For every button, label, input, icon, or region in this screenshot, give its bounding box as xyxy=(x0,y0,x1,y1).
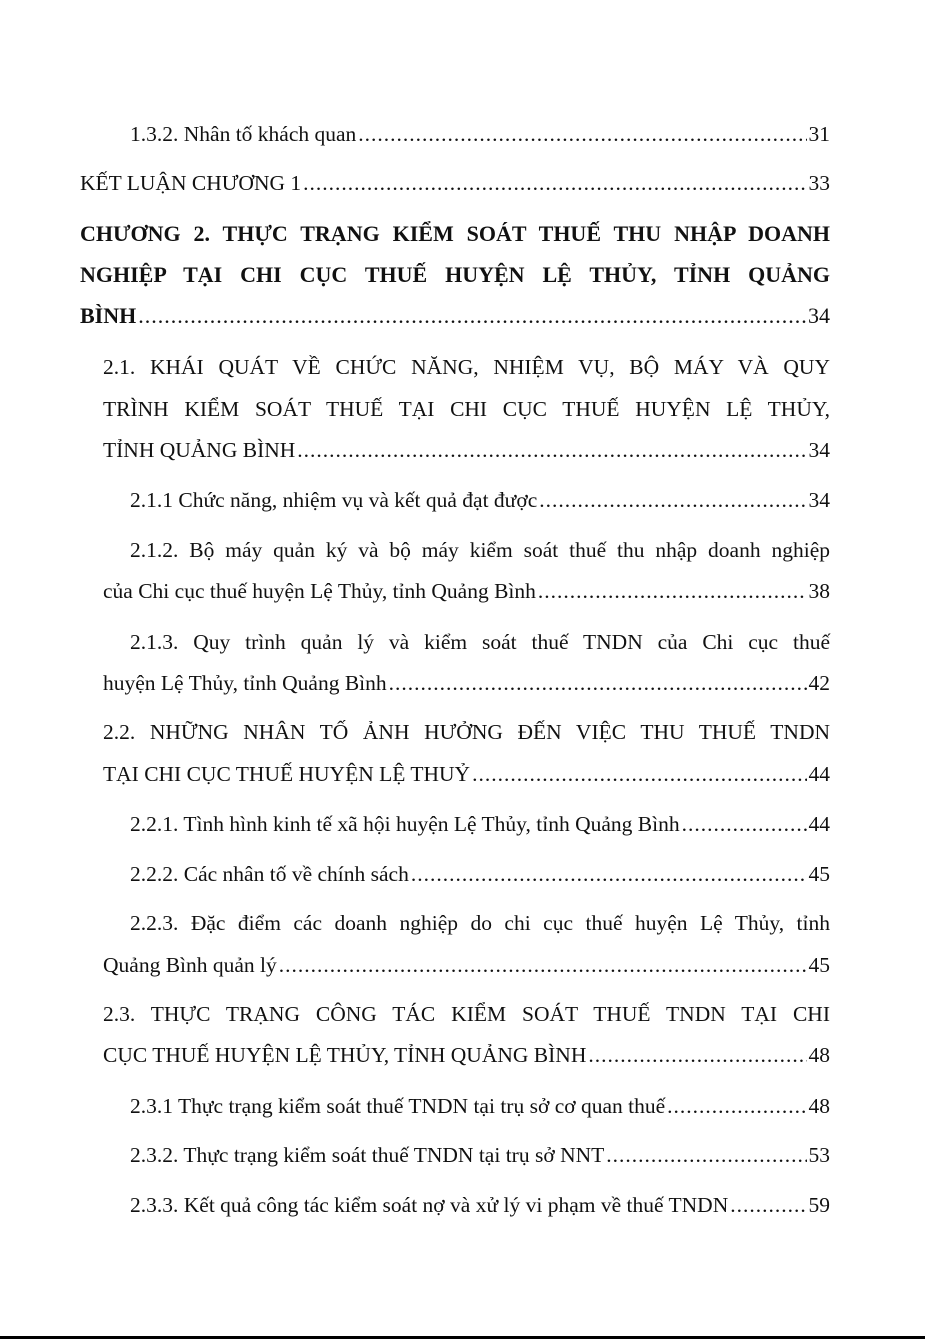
toc-entry[interactable] xyxy=(103,437,830,463)
toc-leader-dots xyxy=(588,1042,806,1068)
toc-subsection-line: 2.1.3. Quy trình quản lý và kiểm soát thuế TNDN của Chi cục thuế xyxy=(130,630,830,654)
toc-entry[interactable] xyxy=(130,121,830,147)
toc-page-number: 38 xyxy=(808,579,830,603)
toc-entry-title: 2.2.1. Tình hình kinh tế xã hội huyện Lệ Thủy, tỉnh Quảng Bình xyxy=(130,812,680,836)
toc-section-line: 2.1. KHÁI QUÁT VỀ CHỨC NĂNG, NHIỆM VỤ, BỘ MÁY VÀ QUY xyxy=(103,355,830,379)
toc-page-number: 48 xyxy=(808,1094,830,1118)
toc-leader-dots xyxy=(539,487,806,513)
toc-leader-dots xyxy=(297,437,806,463)
toc-leader-dots xyxy=(411,861,807,887)
page-bottom-edge xyxy=(0,1336,925,1339)
toc-page-number: 44 xyxy=(808,812,830,836)
toc-page-number: 33 xyxy=(808,171,830,195)
toc-subsection-line: 2.2.3. Đặc điểm các doanh nghiệp do chi cục thuế huyện Lệ Thủy, tỉnh xyxy=(130,911,830,935)
toc-entry[interactable] xyxy=(80,303,830,329)
toc-page-number: 34 xyxy=(808,303,830,328)
toc-entry[interactable] xyxy=(130,1093,830,1119)
toc-entry-title: 2.1.1 Chức năng, nhiệm vụ và kết quả đạt được xyxy=(130,488,538,512)
toc-page-number: 59 xyxy=(808,1193,830,1217)
toc-entry[interactable] xyxy=(130,1142,830,1168)
toc-entry[interactable] xyxy=(103,670,830,696)
toc-leader-dots xyxy=(389,670,807,696)
toc-leader-dots xyxy=(358,121,806,147)
toc-page-number: 34 xyxy=(808,438,830,462)
toc-page-number: 42 xyxy=(808,671,830,695)
toc-section-line: 2.2. NHỮNG NHÂN TỐ ẢNH HƯỞNG ĐẾN VIỆC THU THUẾ TNDN xyxy=(103,720,830,744)
toc-page-number: 44 xyxy=(808,762,830,786)
toc-leader-dots xyxy=(538,578,807,604)
toc-entry[interactable] xyxy=(103,1042,830,1068)
toc-entry-title: Quảng Bình quản lý xyxy=(103,953,277,977)
toc-page-number: 45 xyxy=(808,953,830,977)
toc-entry-title: TẠI CHI CỤC THUẾ HUYỆN LỆ THUỶ xyxy=(103,762,471,786)
toc-page-number: 45 xyxy=(808,862,830,886)
toc-entry[interactable] xyxy=(103,578,830,604)
toc-page-number: 31 xyxy=(808,122,830,146)
toc-page-number: 34 xyxy=(808,488,830,512)
toc-entry[interactable] xyxy=(130,861,830,887)
toc-entry-title: 2.3.1 Thực trạng kiểm soát thuế TNDN tại trụ sở cơ quan thuế xyxy=(130,1094,666,1118)
toc-entry[interactable] xyxy=(103,761,830,787)
toc-leader-dots xyxy=(667,1093,806,1119)
toc-leader-dots xyxy=(279,952,807,978)
toc-entry-title: CỤC THUẾ HUYỆN LỆ THỦY, TỈNH QUẢNG BÌNH xyxy=(103,1043,587,1067)
toc-entry-title: huyện Lệ Thủy, tỉnh Quảng Bình xyxy=(103,671,387,695)
toc-page-number: 48 xyxy=(808,1043,830,1067)
toc-entry-title: của Chi cục thuế huyện Lệ Thủy, tỉnh Quảng Bình xyxy=(103,579,536,603)
toc-subsection-line: 2.1.2. Bộ máy quản ký và bộ máy kiểm soát thuế thu nhập doanh nghiệp xyxy=(130,538,830,562)
toc-entry[interactable] xyxy=(130,1192,830,1218)
toc-page-number: 53 xyxy=(808,1143,830,1167)
toc-entry-title: 2.3.2. Thực trạng kiểm soát thuế TNDN tại trụ sở NNT xyxy=(130,1143,605,1167)
toc-entry-title: 1.3.2. Nhân tố khách quan xyxy=(130,122,357,146)
toc-leader-dots xyxy=(730,1192,806,1218)
toc-entry[interactable] xyxy=(103,952,830,978)
toc-leader-dots xyxy=(138,303,806,329)
toc-entry-title: 2.3.3. Kết quả công tác kiểm soát nợ và xử lý vi phạm về thuế TNDN xyxy=(130,1193,729,1217)
toc-entry[interactable] xyxy=(80,170,830,196)
toc-entry[interactable] xyxy=(130,811,830,837)
toc-leader-dots xyxy=(472,761,806,787)
toc-entry-title: BÌNH xyxy=(80,303,137,328)
toc-section-line: TRÌNH KIỂM SOÁT THUẾ TẠI CHI CỤC THUẾ HUYỆN LỆ THỦY, xyxy=(103,397,830,421)
toc-leader-dots xyxy=(682,811,807,837)
toc-leader-dots xyxy=(303,170,806,196)
toc-chapter-line: NGHIỆP TẠI CHI CỤC THUẾ HUYỆN LỆ THỦY, TỈNH QUẢNG xyxy=(80,262,830,287)
toc-entry-title: 2.2.2. Các nhân tố về chính sách xyxy=(130,862,409,886)
toc-entry-title: KẾT LUẬN CHƯƠNG 1 xyxy=(80,171,302,195)
toc-entry-title: TỈNH QUẢNG BÌNH xyxy=(103,438,296,462)
toc-section-line: 2.3. THỰC TRẠNG CÔNG TÁC KIỂM SOÁT THUẾ TNDN TẠI CHI xyxy=(103,1002,830,1026)
toc-entry[interactable] xyxy=(130,487,830,513)
toc-leader-dots xyxy=(606,1142,806,1168)
toc-chapter-line: CHƯƠNG 2. THỰC TRẠNG KIỂM SOÁT THUẾ THU NHẬP DOANH xyxy=(80,221,830,246)
